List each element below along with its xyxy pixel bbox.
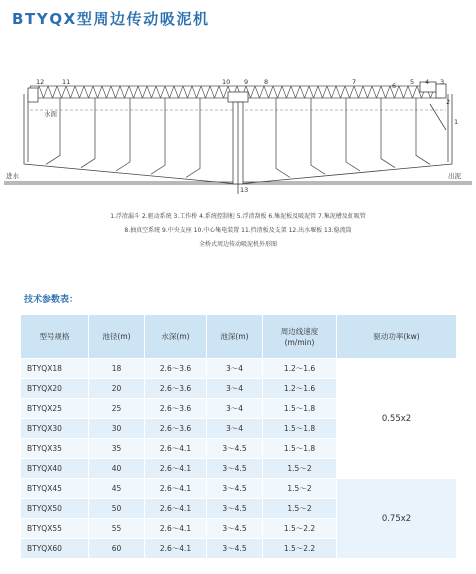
table-cell: 3～4.5 (207, 479, 263, 499)
table-cell: 3～4 (207, 399, 263, 419)
power-cell: 0.75x2 (337, 479, 457, 559)
table-cell: 1.2～1.6 (263, 359, 337, 379)
callout-10: 10 (222, 78, 231, 86)
table-cell: BTYQX30 (21, 419, 89, 439)
table-cell: BTYQX45 (21, 479, 89, 499)
header-tank-depth: 池深(m) (207, 315, 263, 359)
table-cell: 2.6～4.1 (145, 439, 207, 459)
table-cell: 1.5～2 (263, 459, 337, 479)
table-cell: 1.5～2.2 (263, 519, 337, 539)
legend-caption: 全桥式周边传动吸泥机外形图 (198, 241, 277, 248)
callout-11: 11 (62, 78, 71, 86)
table-cell: 25 (89, 399, 145, 419)
table-cell: 1.5～1.8 (263, 439, 337, 459)
mud-suction-machine-diagram (0, 34, 476, 204)
callout-2: 2 (446, 98, 451, 106)
table-cell: 1.5～1.8 (263, 399, 337, 419)
table-row (21, 359, 457, 379)
drive-unit (420, 82, 446, 130)
table-cell: 1.5～1.8 (263, 419, 337, 439)
table-cell: 3～4 (207, 379, 263, 399)
table-cell: 3～4.5 (207, 459, 263, 479)
table-cell: 2.6～3.6 (145, 399, 207, 419)
table-cell: 1.5～2 (263, 479, 337, 499)
table-cell: BTYQX18 (21, 359, 89, 379)
power-cell: 0.55x2 (337, 359, 457, 479)
callout-4: 4 (425, 78, 430, 86)
table-cell: 2.6～4.1 (145, 539, 207, 559)
table-cell: 55 (89, 519, 145, 539)
table-cell: 35 (89, 439, 145, 459)
callout-3: 3 (440, 78, 445, 86)
table-cell: BTYQX25 (21, 399, 89, 419)
callout-5: 5 (410, 78, 415, 86)
table-cell: 2.6～4.1 (145, 519, 207, 539)
table-cell: 45 (89, 479, 145, 499)
callout-1: 1 (454, 118, 459, 126)
table-cell: 20 (89, 379, 145, 399)
outlet-label: 出泥 (448, 172, 461, 180)
table-cell: BTYQX60 (21, 539, 89, 559)
spec-table (20, 314, 457, 559)
table-cell: 2.6～4.1 (145, 479, 207, 499)
table-cell: 3～4.5 (207, 539, 263, 559)
water-label: 水面 (44, 110, 57, 118)
table-cell: 60 (89, 539, 145, 559)
legend-line-2: 8.抽真空系统 9.中央支座 10.中心集电装置 11.挡渣板及支架 12.出水堰板 13.稳流筒 (124, 227, 352, 234)
page-title: BTYQX型周边传动吸泥机 (12, 10, 210, 28)
table-cell: 3～4.5 (207, 499, 263, 519)
legend-line-1: 1.浮渣漏斗 2.驱动系统 3.工作桥 4.系统控制柜 5.浮渣刮板 6.集泥板及吸泥管 7.集泥槽及虹吸管 (110, 213, 366, 220)
table-cell: BTYQX40 (21, 459, 89, 479)
table-cell: 2.6～3.6 (145, 359, 207, 379)
table-cell: 50 (89, 499, 145, 519)
table-cell: 3～4.5 (207, 439, 263, 459)
callout-8: 8 (264, 78, 269, 86)
table-cell: BTYQX35 (21, 439, 89, 459)
table-cell: 2.6～4.1 (145, 499, 207, 519)
callout-9: 9 (244, 78, 249, 86)
table-cell: 1.5～2 (263, 499, 337, 519)
weir-left (28, 88, 38, 102)
callout-13: 13 (240, 186, 249, 194)
table-cell: 3～4.5 (207, 519, 263, 539)
center-column (228, 92, 248, 194)
callout-12: 12 (36, 78, 45, 86)
header-speed: 周边线速度 (m/min) (263, 315, 337, 359)
table-cell: 1.5～2.2 (263, 539, 337, 559)
section-title: 技术参数表： (24, 295, 79, 305)
table-cell: 2.6～4.1 (145, 459, 207, 479)
table-header-row (21, 315, 457, 359)
header-power: 驱动功率(kw) (337, 315, 457, 359)
table-cell: 18 (89, 359, 145, 379)
table-cell: BTYQX50 (21, 499, 89, 519)
inlet-label: 进水 (6, 172, 19, 180)
table-cell: BTYQX55 (21, 519, 89, 539)
table-cell: 2.6～3.6 (145, 419, 207, 439)
table-cell: 3～4 (207, 359, 263, 379)
callout-7: 7 (352, 78, 357, 86)
callout-6: 6 (392, 82, 397, 90)
table-cell: BTYQX20 (21, 379, 89, 399)
table-cell: 30 (89, 419, 145, 439)
table-cell: 1.2～1.6 (263, 379, 337, 399)
table-cell: 40 (89, 459, 145, 479)
table-cell: 3～4 (207, 419, 263, 439)
table-cell: 2.6～3.6 (145, 379, 207, 399)
table-row (21, 479, 457, 499)
header-water-depth: 水深(m) (145, 315, 207, 359)
header-diameter: 池径(m) (89, 315, 145, 359)
header-model: 型号规格 (21, 315, 89, 359)
